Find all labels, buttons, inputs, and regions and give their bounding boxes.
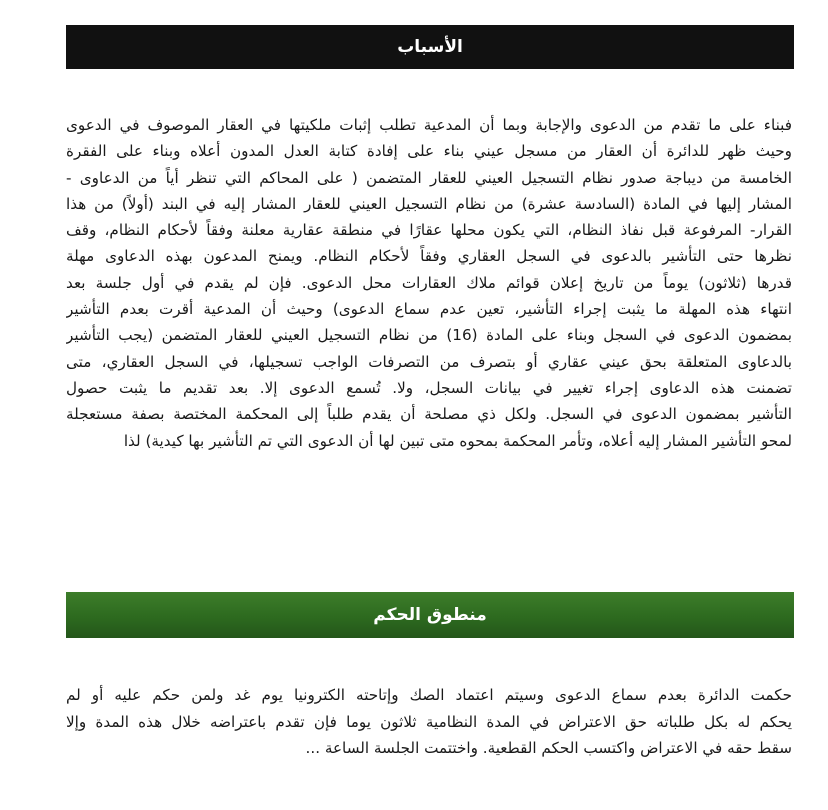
reasons-line: الخامسة من ديباجة صدور نظام التسجيل العيني للعقار المتضمن ( على المحاكم التي تنظر أياً من الدعاوى - xyxy=(66,168,792,187)
reasons-line: لمحو التأشير المشار إليه أعلاه، وتأمر المحكمة بمحوه متى تبين لها أن الدعوى التي تم التأشير بها كيدية) لذا xyxy=(123,431,792,450)
verdict-line: حكمت الدائرة بعدم سماع الدعوى وسيتم اعتماد الصك وإتاحته الكترونيا يوم غد ولمن حكم عليه أو لم xyxy=(66,686,792,704)
reasons-line: وحيث ظهر للدائرة أن العقار من مسجل عيني بناء على إفادة كتابة العدل المدون أعلاه وبناء على الفقرة xyxy=(66,142,792,161)
reasons-paragraph xyxy=(66,112,792,454)
reasons-section-header xyxy=(66,25,794,69)
verdict-line: سقط حقه في الاعتراض واكتسب الحكم القطعية. واختتمت الجلسة الساعة ... xyxy=(305,739,792,757)
reasons-heading: الأسباب xyxy=(397,37,463,57)
verdict-heading: منطوق الحكم xyxy=(373,605,487,625)
verdict-paragraph xyxy=(66,682,792,762)
reasons-line: المشار إليها في المادة (السادسة عشرة) من نظام التسجيل العيني للعقار المشار إليه في البند (أولاً) من هذا xyxy=(66,194,792,213)
reasons-line: انتهاء هذه المهلة ما يثبت إجراء التأشير، تعين عدم سماع الدعوى) وحيث أن المدعية أقرت بعدم التأشير xyxy=(66,300,792,319)
verdict-section-header xyxy=(66,592,794,638)
verdict-line: يحكم له بكل طلباته حق الاعتراض في المدة النظامية ثلاثون يوما فإن تقدم باعتراضه خلال هذه المدة وإلا xyxy=(66,712,792,731)
reasons-line: التأشير بمضمون الدعوى في السجل. ولكل ذي مصلحة أن يقدم طلباً إلى المحكمة المختصة بصفة مستعجلة xyxy=(66,405,792,424)
reasons-line: بالدعاوى المتعلقة بحق عيني عقاري أو بتصرف من التصرفات الواجب تسجيلها، في السجل العقاري، متى xyxy=(66,352,792,371)
reasons-line: القرار- المرفوعة قبل نفاذ النظام، التي يكون محلها عقارًا في منطقة عقارية معلنة وفقاً لأحكام النظام، وقف xyxy=(66,221,792,240)
reasons-line: فبناء على ما تقدم من الدعوى والإجابة وبما أن المدعية تطلب إثبات ملكيتها في العقار الموصوف في الدعوى xyxy=(66,116,792,134)
reasons-line: قدرها (ثلاثون) يوماً من تاريخ إعلان قوائم ملاك العقارات محل الدعوى. فإن لم يقدم في أول جلسة بعد xyxy=(66,273,792,292)
reasons-line: بمضمون الدعوى في السجل وبناء على المادة (16) من نظام التسجيل العيني للعقار المتضمن (يجب التأشير xyxy=(66,326,792,345)
reasons-line: تضمنت هذه الدعاوى إجراء تغيير في بيانات السجل، ولا. تُسمع الدعوى إلا. بعد تقديم ما يثبت حصول xyxy=(66,378,792,397)
reasons-line: نظرها حتى التأشير بالدعوى في السجل العقاري وفقاً لأحكام النظام. ويمنح المدعون بهذه الدعاوى مهلة xyxy=(66,247,792,266)
